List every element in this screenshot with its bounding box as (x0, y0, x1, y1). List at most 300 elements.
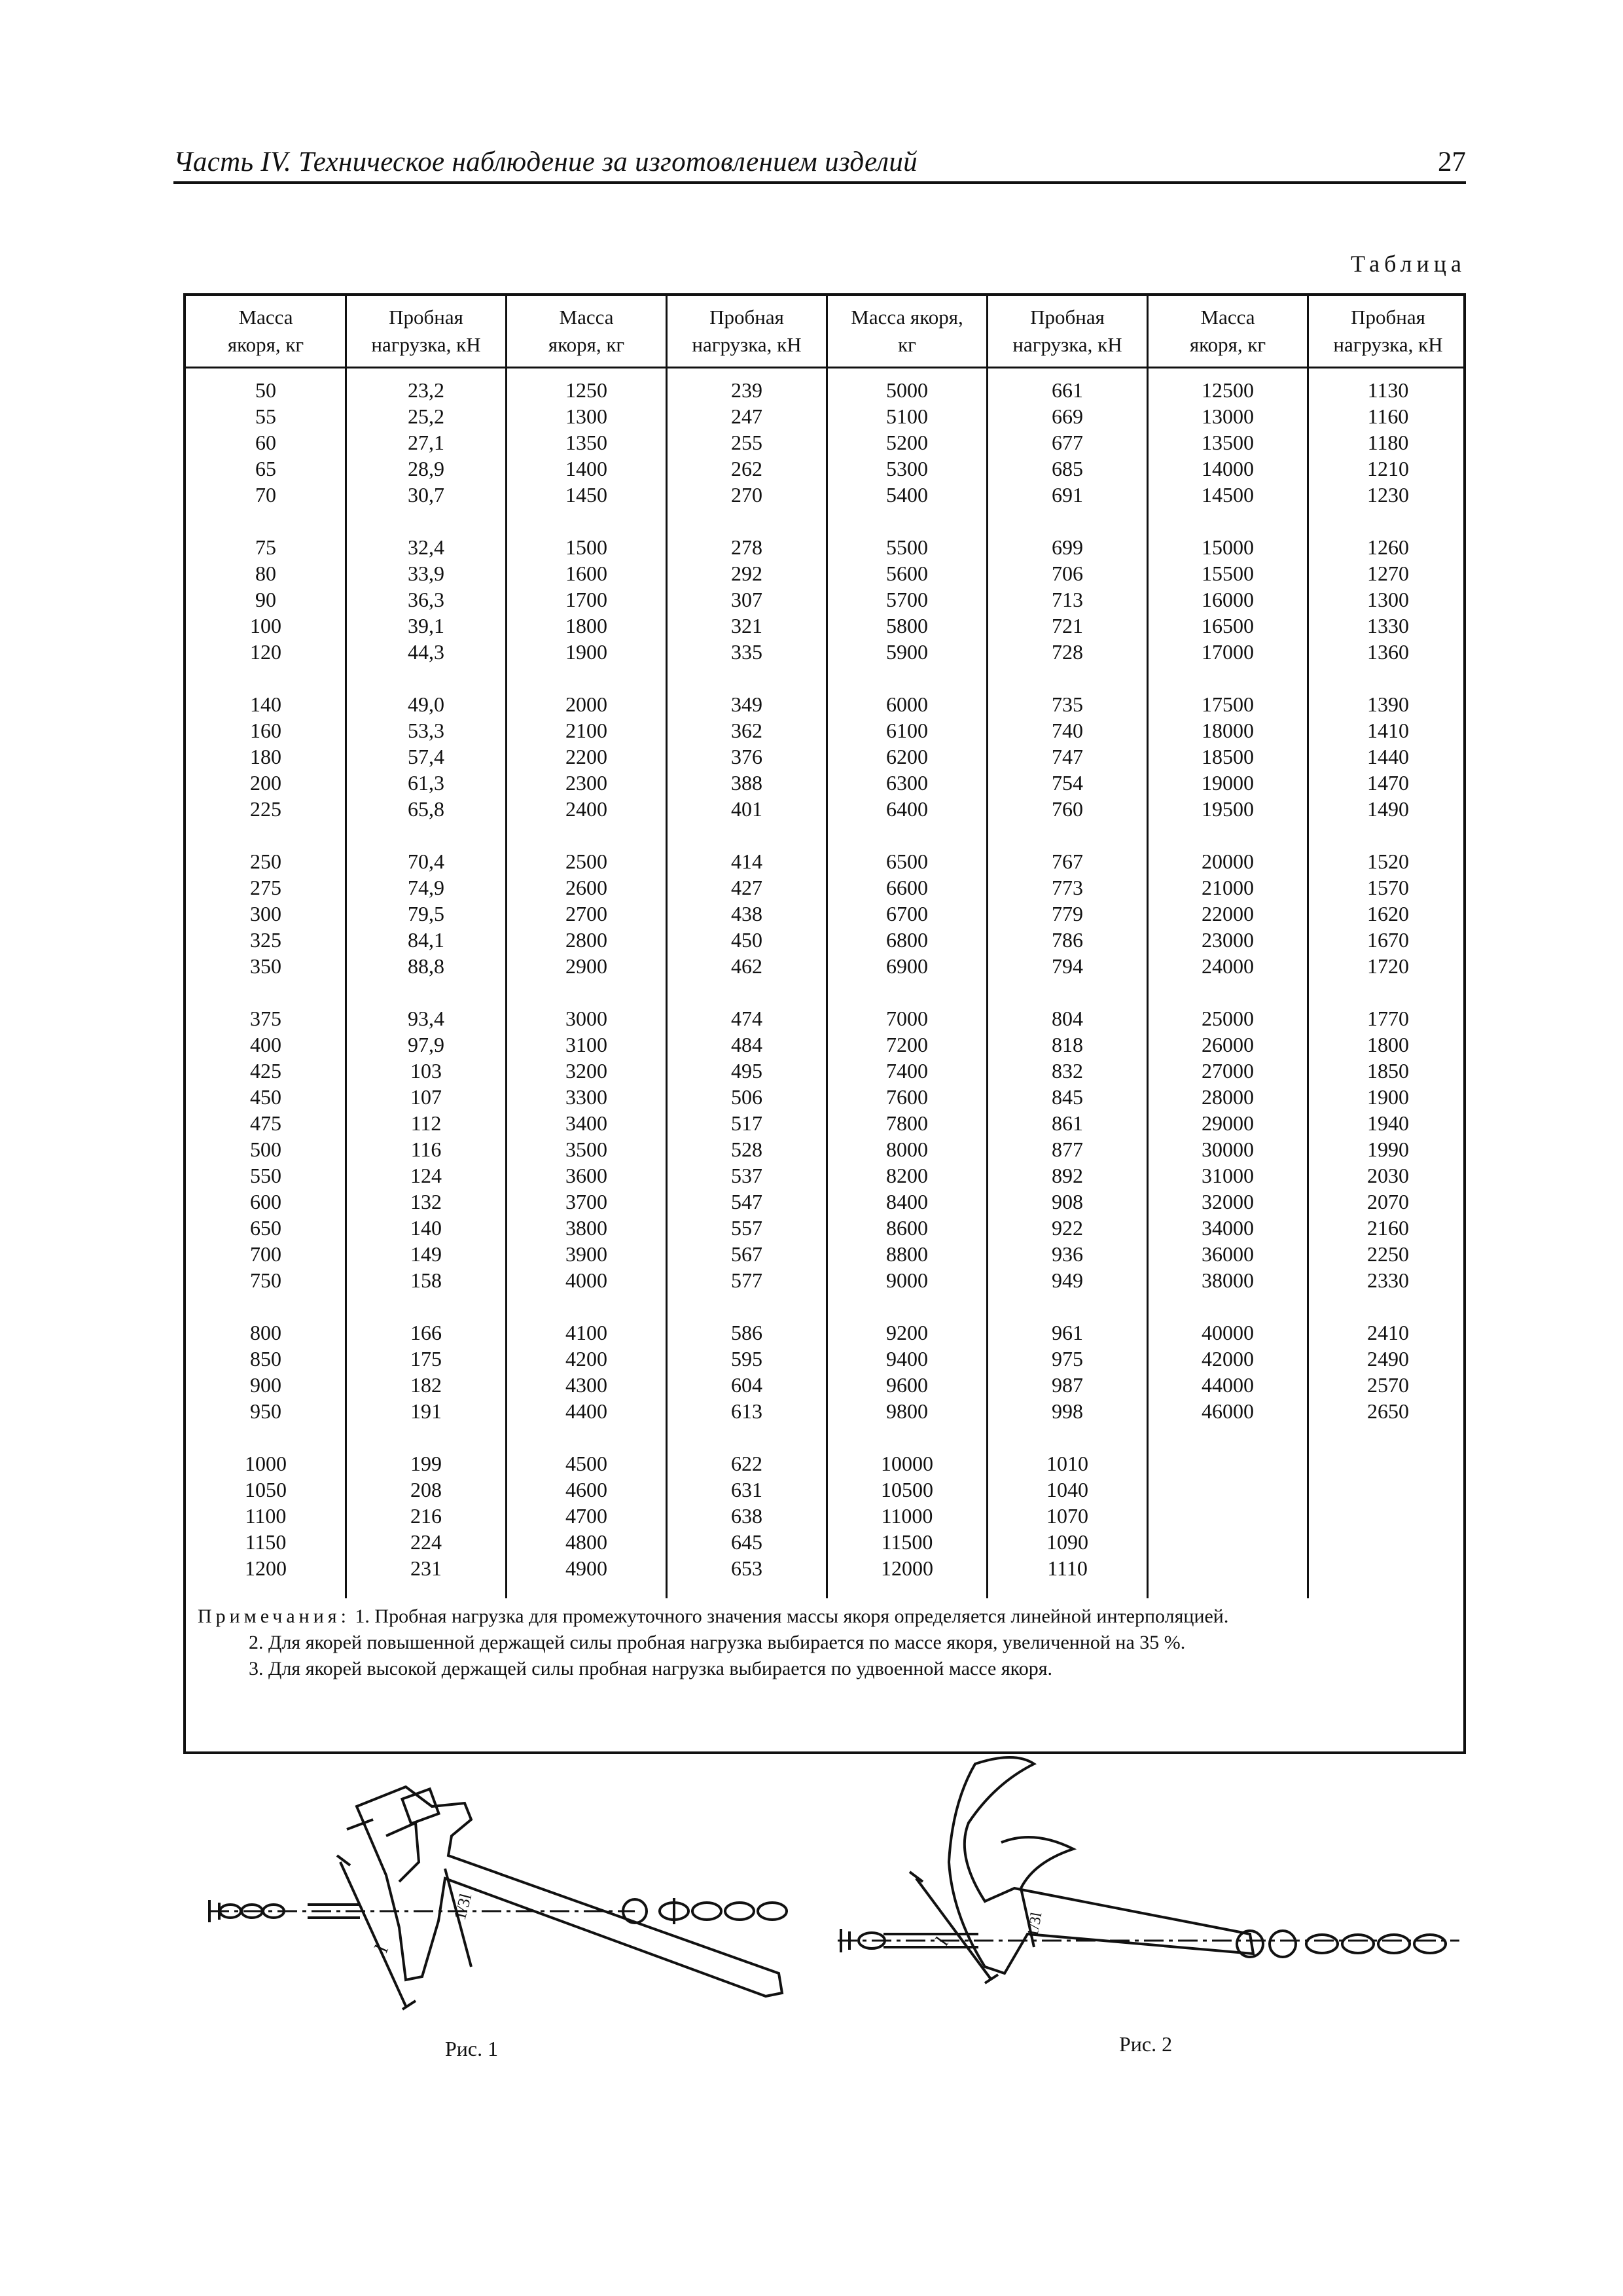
table-cell: 500 (250, 1138, 281, 1161)
table-cell: 832 (1052, 1059, 1083, 1083)
table-cell: 9400 (886, 1347, 928, 1371)
table-cell: 65,8 (408, 797, 444, 821)
column-header (827, 304, 987, 359)
table-cell: 3600 (565, 1164, 607, 1187)
table-cell: 2070 (1367, 1190, 1409, 1213)
table-column (988, 377, 1147, 1581)
table-cell: 6500 (886, 850, 928, 873)
table-cell: 8800 (886, 1242, 928, 1266)
table-cell: 1160 (1367, 404, 1409, 428)
table-cell: 5300 (886, 457, 928, 480)
table-cell: 685 (1052, 457, 1083, 480)
table-cell: 750 (250, 1268, 281, 1292)
table-cell: 800 (250, 1321, 281, 1344)
table-cell: 22000 (1202, 902, 1254, 925)
table-cell: 1300 (1367, 588, 1409, 611)
column-header-line: Масса (238, 306, 293, 329)
table-cell: 1850 (1367, 1059, 1409, 1083)
table-cell: 747 (1052, 745, 1083, 768)
table-cell: 175 (410, 1347, 442, 1371)
fig2-dim-third: 1/3l (1024, 1910, 1046, 1939)
table-cell: 300 (250, 902, 281, 925)
table-cell: 7000 (886, 1007, 928, 1030)
table-cell: 93,4 (408, 1007, 444, 1030)
table-cell: 604 (731, 1373, 762, 1397)
table-cell: 16500 (1202, 614, 1254, 637)
figure-2-anchor-drawing (818, 1738, 1472, 2013)
table-cell: 50 (255, 378, 276, 402)
table-cell: 8600 (886, 1216, 928, 1240)
table-cell: 5000 (886, 378, 928, 402)
table-cell: 1800 (565, 614, 607, 637)
table-cell: 53,3 (408, 719, 444, 742)
table-cell: 1940 (1367, 1111, 1409, 1135)
table-cell: 557 (731, 1216, 762, 1240)
table-cell: 25000 (1202, 1007, 1254, 1030)
table-cell: 773 (1052, 876, 1083, 899)
table-cell: 631 (731, 1478, 762, 1501)
table-cell: 20000 (1202, 850, 1254, 873)
column-header-line: Пробная (1351, 306, 1425, 329)
table-cell: 438 (731, 902, 762, 925)
table-cell: 1210 (1367, 457, 1409, 480)
table-cell: 18000 (1202, 719, 1254, 742)
table-cell: 892 (1052, 1164, 1083, 1187)
table-cell: 6900 (886, 954, 928, 978)
column-header-line: якоря, кг (548, 333, 625, 356)
table-cell: 124 (410, 1164, 442, 1187)
table-cell: 5600 (886, 562, 928, 585)
table-cell: 645 (731, 1530, 762, 1554)
table-cell: 3000 (565, 1007, 607, 1030)
figure-1-caption: Рис. 1 (445, 2037, 499, 2060)
table-cell: 26000 (1202, 1033, 1254, 1056)
table-cell: 450 (731, 928, 762, 952)
table-cell: 335 (731, 640, 762, 664)
table-cell: 900 (250, 1373, 281, 1397)
table-cell: 1100 (245, 1504, 287, 1528)
table-cell: 182 (410, 1373, 442, 1397)
table-cell: 116 (410, 1138, 442, 1161)
table-cell: 79,5 (408, 902, 444, 925)
table-cell: 362 (731, 719, 762, 742)
table-cell: 11000 (881, 1504, 933, 1528)
figure-1-anchor-drawing (190, 1757, 818, 2032)
table-cell: 7800 (886, 1111, 928, 1135)
table-cell: 1490 (1367, 797, 1409, 821)
table-cell: 5400 (886, 483, 928, 507)
table-cell: 595 (731, 1347, 762, 1371)
table-cell: 3100 (565, 1033, 607, 1056)
table-cell: 60 (255, 431, 276, 454)
table-cell: 107 (410, 1085, 442, 1109)
table-cell: 721 (1052, 614, 1083, 637)
table-cell: 112 (410, 1111, 442, 1135)
column-header-line: нагрузка, кН (371, 333, 481, 356)
table-cell: 1470 (1367, 771, 1409, 795)
table-cell: 2490 (1367, 1347, 1409, 1371)
table-cell: 5500 (886, 535, 928, 559)
table-cell: 44000 (1202, 1373, 1254, 1397)
table-cell: 713 (1052, 588, 1083, 611)
table-cell: 11500 (881, 1530, 933, 1554)
column-header-line: якоря, кг (1189, 333, 1266, 356)
table-cell: 450 (250, 1085, 281, 1109)
column-header-line: кг (898, 333, 916, 356)
table-cell: 1300 (565, 404, 607, 428)
table-cell: 46000 (1202, 1399, 1254, 1423)
table-cell: 75 (255, 535, 276, 559)
column-header (186, 304, 346, 359)
table-cell: 70,4 (408, 850, 444, 873)
table-cell: 36000 (1202, 1242, 1254, 1266)
table-cell: 414 (731, 850, 762, 873)
table-cell: 200 (250, 771, 281, 795)
table-cell: 922 (1052, 1216, 1083, 1240)
table-cell: 998 (1052, 1399, 1083, 1423)
table-cell: 528 (731, 1138, 762, 1161)
table-cell: 700 (250, 1242, 281, 1266)
table-cell: 4500 (565, 1452, 607, 1475)
table-cell: 4700 (565, 1504, 607, 1528)
table-cell: 6300 (886, 771, 928, 795)
table-cell: 19000 (1202, 771, 1254, 795)
table-cell: 28,9 (408, 457, 444, 480)
column-header-line: нагрузка, кН (1012, 333, 1122, 356)
table-cell: 23,2 (408, 378, 444, 402)
table-cell: 600 (250, 1190, 281, 1213)
table-cell: 32,4 (408, 535, 444, 559)
table-cell: 427 (731, 876, 762, 899)
table-cell: 4800 (565, 1530, 607, 1554)
table-cell: 1070 (1046, 1504, 1088, 1528)
table-cell: 30000 (1202, 1138, 1254, 1161)
table-cell: 547 (731, 1190, 762, 1213)
table-cell: 1900 (1367, 1085, 1409, 1109)
table-cell: 1000 (245, 1452, 287, 1475)
table-cell: 225 (250, 797, 281, 821)
table-cell: 1130 (1367, 378, 1409, 402)
table-cell: 908 (1052, 1190, 1083, 1213)
table-cell: 1990 (1367, 1138, 1409, 1161)
table-cell: 1040 (1046, 1478, 1088, 1501)
table-cell: 462 (731, 954, 762, 978)
table-cell: 1520 (1367, 850, 1409, 873)
table-cell: 14000 (1202, 457, 1254, 480)
table-column (827, 377, 987, 1581)
table-cell: 936 (1052, 1242, 1083, 1266)
table-cell: 1410 (1367, 719, 1409, 742)
table-cell: 140 (410, 1216, 442, 1240)
table-cell: 845 (1052, 1085, 1083, 1109)
table-cell: 18500 (1202, 745, 1254, 768)
table-cell: 622 (731, 1452, 762, 1475)
table-cell: 275 (250, 876, 281, 899)
table-cell: 4200 (565, 1347, 607, 1371)
table-cell: 27,1 (408, 431, 444, 454)
table-cell: 728 (1052, 640, 1083, 664)
table-cell: 2300 (565, 771, 607, 795)
table-cell: 877 (1052, 1138, 1083, 1161)
page-header (173, 141, 1466, 184)
table-cell: 350 (250, 954, 281, 978)
table-cell: 1670 (1367, 928, 1409, 952)
table-cell: 32000 (1202, 1190, 1254, 1213)
table-cell: 28000 (1202, 1085, 1254, 1109)
table-cell: 7600 (886, 1085, 928, 1109)
table-cell: 1260 (1367, 535, 1409, 559)
table-cell: 19500 (1202, 797, 1254, 821)
figure-2-caption: Рис. 2 (1119, 2032, 1173, 2056)
table-cell: 6100 (886, 719, 928, 742)
table-cell: 613 (731, 1399, 762, 1423)
table-cell: 484 (731, 1033, 762, 1056)
table-cell: 10500 (881, 1478, 933, 1501)
table-cell: 17500 (1202, 692, 1254, 716)
table-cell: 5200 (886, 431, 928, 454)
table-column (667, 377, 827, 1581)
table-cell: 1350 (565, 431, 607, 454)
table-cell: 861 (1052, 1111, 1083, 1135)
column-header-line: Масса (1200, 306, 1255, 329)
page-number: 27 (1438, 147, 1466, 177)
table-cell: 90 (255, 588, 276, 611)
table-cell: 132 (410, 1190, 442, 1213)
table-cell: 2900 (565, 954, 607, 978)
table-cell: 191 (410, 1399, 442, 1423)
column-header-line: Пробная (389, 306, 463, 329)
table-cell: 2600 (565, 876, 607, 899)
table-cell: 375 (250, 1007, 281, 1030)
table-cell: 9200 (886, 1321, 928, 1344)
column-header-line: Масса (559, 306, 614, 329)
table-cell: 2160 (1367, 1216, 1409, 1240)
table-cell: 4900 (565, 1556, 607, 1580)
table-cell: 6600 (886, 876, 928, 899)
table-cell: 9000 (886, 1268, 928, 1292)
table-cell: 1200 (245, 1556, 287, 1580)
table-cell: 975 (1052, 1347, 1083, 1371)
table-cell: 6400 (886, 797, 928, 821)
note-3: 3. Для якорей высокой держащей силы пробная нагрузка выбирается по удвоенной массе якоря. (249, 1658, 1052, 1679)
table-column (1308, 377, 1468, 1424)
table-cell: 224 (410, 1530, 442, 1554)
table-cell: 180 (250, 745, 281, 768)
table-cell: 38000 (1202, 1268, 1254, 1292)
header-title: Часть IV. Техническое наблюдение за изготовлением изделий (173, 147, 918, 177)
table-cell: 15500 (1202, 562, 1254, 585)
table-cell: 388 (731, 771, 762, 795)
table-column (1148, 377, 1308, 1424)
table-cell: 57,4 (408, 745, 444, 768)
table-cell: 949 (1052, 1268, 1083, 1292)
table-cell: 2410 (1367, 1321, 1409, 1344)
table-cell: 706 (1052, 562, 1083, 585)
table-cell: 231 (410, 1556, 442, 1580)
table-cell: 691 (1052, 483, 1083, 507)
column-header (507, 304, 666, 359)
table-cell: 1570 (1367, 876, 1409, 899)
table-cell: 650 (250, 1216, 281, 1240)
table-cell: 1500 (565, 535, 607, 559)
table-cell: 850 (250, 1347, 281, 1371)
table-cell: 10000 (881, 1452, 933, 1475)
table-cell: 586 (731, 1321, 762, 1344)
table-cell: 12500 (1202, 378, 1254, 402)
table-cell: 24000 (1202, 954, 1254, 978)
table-cell: 349 (731, 692, 762, 716)
table-cell: 1390 (1367, 692, 1409, 716)
table-cell: 39,1 (408, 614, 444, 637)
table-cell: 17000 (1202, 640, 1254, 664)
table-cell: 84,1 (408, 928, 444, 952)
table-cell: 794 (1052, 954, 1083, 978)
table-cell: 8000 (886, 1138, 928, 1161)
table-cell: 4400 (565, 1399, 607, 1423)
table-cell: 1270 (1367, 562, 1409, 585)
table-column (346, 377, 506, 1581)
table-cell: 760 (1052, 797, 1083, 821)
table-cell: 140 (250, 692, 281, 716)
table-cell: 158 (410, 1268, 442, 1292)
table-cell: 325 (250, 928, 281, 952)
table-cell: 262 (731, 457, 762, 480)
fig1-dim-third: 1/3l (450, 1891, 476, 1922)
column-header-line: Масса якоря, (851, 306, 963, 329)
table-column (186, 377, 346, 1581)
table-cell: 1620 (1367, 902, 1409, 925)
table-cell: 1720 (1367, 954, 1409, 978)
table-cell: 2200 (565, 745, 607, 768)
table-cell: 1050 (245, 1478, 287, 1501)
table-cell: 6800 (886, 928, 928, 952)
table-cell: 779 (1052, 902, 1083, 925)
header-divider (186, 367, 1463, 368)
table-cell: 3300 (565, 1085, 607, 1109)
table-cell: 1250 (565, 378, 607, 402)
table-cell: 6200 (886, 745, 928, 768)
column-header (667, 304, 827, 359)
table-cell: 669 (1052, 404, 1083, 428)
table-cell: 97,9 (408, 1033, 444, 1056)
table-label: Таблица (1351, 251, 1466, 277)
table-cell: 4100 (565, 1321, 607, 1344)
table-cell: 250 (250, 850, 281, 873)
column-header-line: нагрузка, кН (692, 333, 802, 356)
table-cell: 950 (250, 1399, 281, 1423)
table-cell: 961 (1052, 1321, 1083, 1344)
table-cell: 1150 (245, 1530, 287, 1554)
table-cell: 1230 (1367, 483, 1409, 507)
table-cell: 537 (731, 1164, 762, 1187)
note-2: 2. Для якорей повышенной держащей силы пробная нагрузка выбирается по массе якоря, увеличенной на 35 %. (249, 1632, 1186, 1653)
table-cell: 425 (250, 1059, 281, 1083)
table-cell: 495 (731, 1059, 762, 1083)
column-header-line: якоря, кг (227, 333, 304, 356)
table-cell: 8400 (886, 1190, 928, 1213)
table-cell: 2650 (1367, 1399, 1409, 1423)
table-cell: 61,3 (408, 771, 444, 795)
table-cell: 818 (1052, 1033, 1083, 1056)
column-header-line: Пробная (709, 306, 784, 329)
table-cell: 321 (731, 614, 762, 637)
table-cell: 7400 (886, 1059, 928, 1083)
table-cell: 1700 (565, 588, 607, 611)
table-cell: 1440 (1367, 745, 1409, 768)
table-cell: 160 (250, 719, 281, 742)
table-cell: 754 (1052, 771, 1083, 795)
table-cell: 216 (410, 1504, 442, 1528)
table-cell: 12000 (881, 1556, 933, 1580)
table-cell: 400 (250, 1033, 281, 1056)
table-cell: 36,3 (408, 588, 444, 611)
table-cell: 5700 (886, 588, 928, 611)
table-cell: 27000 (1202, 1059, 1254, 1083)
table-cell: 149 (410, 1242, 442, 1266)
table-cell: 55 (255, 404, 276, 428)
table-cell: 735 (1052, 692, 1083, 716)
table-cell: 3900 (565, 1242, 607, 1266)
table-cell: 278 (731, 535, 762, 559)
table-cell: 4000 (565, 1268, 607, 1292)
table-cell: 2100 (565, 719, 607, 742)
table-cell: 401 (731, 797, 762, 821)
table-cell: 661 (1052, 378, 1083, 402)
table-cell: 677 (1052, 431, 1083, 454)
table-cell: 2570 (1367, 1373, 1409, 1397)
table-cell: 49,0 (408, 692, 444, 716)
column-header (1148, 304, 1308, 359)
table-cell: 1900 (565, 640, 607, 664)
table-cell: 3200 (565, 1059, 607, 1083)
table-cell: 3400 (565, 1111, 607, 1135)
table-cell: 1600 (565, 562, 607, 585)
table-cell: 2700 (565, 902, 607, 925)
table-cell: 13500 (1202, 431, 1254, 454)
table-notes (198, 1604, 1454, 1682)
table-cell: 5100 (886, 404, 928, 428)
table-cell: 550 (250, 1164, 281, 1187)
table-cell: 15000 (1202, 535, 1254, 559)
table-cell: 247 (731, 404, 762, 428)
table-cell: 34000 (1202, 1216, 1254, 1240)
table-cell: 3800 (565, 1216, 607, 1240)
table-cell: 1330 (1367, 614, 1409, 637)
table-cell: 9800 (886, 1399, 928, 1423)
table-cell: 8200 (886, 1164, 928, 1187)
table-cell: 16000 (1202, 588, 1254, 611)
table-cell: 5800 (886, 614, 928, 637)
fig1-dim-l: l (370, 1941, 393, 1956)
table-cell: 4300 (565, 1373, 607, 1397)
table-cell: 31000 (1202, 1164, 1254, 1187)
table-cell: 6700 (886, 902, 928, 925)
table-cell: 9600 (886, 1373, 928, 1397)
column-header-line: нагрузка, кН (1333, 333, 1443, 356)
table-cell: 199 (410, 1452, 442, 1475)
table-cell: 1450 (565, 483, 607, 507)
table-cell: 2250 (1367, 1242, 1409, 1266)
table-cell: 2800 (565, 928, 607, 952)
table-cell: 786 (1052, 928, 1083, 952)
table-cell: 13000 (1202, 404, 1254, 428)
column-header-line: Пробная (1030, 306, 1105, 329)
table-cell: 1180 (1367, 431, 1409, 454)
table-cell: 1110 (1047, 1556, 1088, 1580)
table-cell: 7200 (886, 1033, 928, 1056)
table-cell: 987 (1052, 1373, 1083, 1397)
table-column (507, 377, 666, 1581)
